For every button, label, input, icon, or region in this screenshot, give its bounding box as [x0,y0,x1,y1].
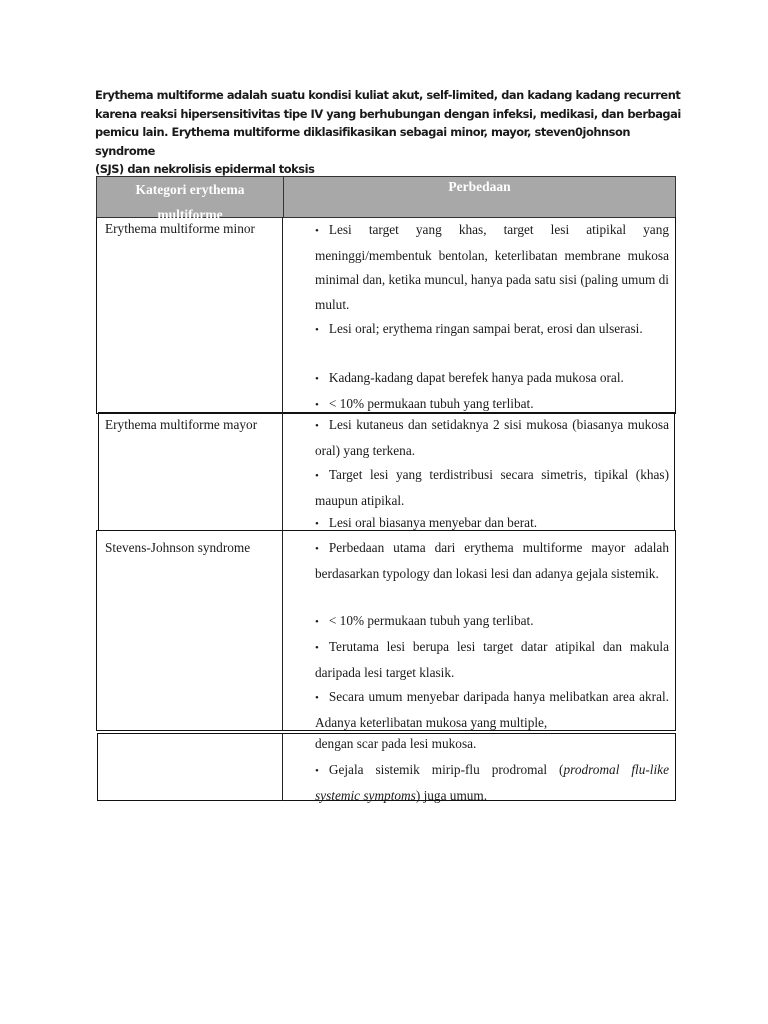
bullet-text: Gejala sistemik mirip-flu prodromal ( [328,762,564,777]
bullet-icon: • [315,225,319,237]
bullet-icon: • [315,543,319,555]
category-sjs: Stevens-Johnson syndrome [105,540,251,555]
table-header [96,176,676,222]
column-divider [282,412,283,531]
bullet-text: ) juga umum. [415,787,488,803]
bullet-icon: • [315,373,319,385]
minor-bullet-2 [315,317,669,343]
bullet-icon: • [315,399,319,411]
bullet-text: dengan scar pada lesi mukosa. [315,736,477,751]
column-divider [282,530,283,731]
bullet-icon: • [315,470,319,482]
bullet-text: < 10% permukaan tubuh yang terlibat. [328,613,534,628]
header-difference: Perbedaan [448,179,511,194]
category-mayor: Erythema multiforme mayor [105,417,258,432]
bullet-icon: • [315,692,319,704]
sjs-bullet-5 [315,758,669,808]
sjs-bullet-1 [315,536,669,586]
header-category-line1: Kategori erythema [135,182,245,197]
bullet-text: Lesi target yang khas, target lesi atipikal yang meninggi/membentuk bentolan, keterlibatan membrane mukosa minimal dan, ketika muncul, hanya pada satu sisi (paling umum di mulut. [315,222,669,312]
bullet-text: Target lesi yang terdistribusi secara simetris, tipikal (khas) maupun atipikal. [315,467,669,508]
bullet-icon: • [315,518,319,530]
sjs-bullet-4-continued [315,732,669,757]
column-divider [282,733,283,801]
column-divider [282,217,283,414]
mayor-bullet-2 [315,463,669,513]
bullet-italic-text: prodromal flu-like systemic symptoms [315,762,669,803]
bullet-text: Terutama lesi berupa lesi target datar atipikal dan makula daripada lesi target klasik. [315,639,669,680]
sjs-bullet-3 [315,635,669,685]
intro-paragraph: Erythema multiforme adalah suatu kondisi kuliat akut, self-limited, dan kadang kadang recurrent karena reaksi hipersensitivitas tipe IV yang berhubungan dengan infeksi, medikasi, dan berbagai pemicu lain. Erythema multiforme diklasifikasikan sebagai minor, mayor, steven0johnson syndrome (SJS) dan nekrolisis epidermal toksis [95,88,681,176]
sjs-bullet-4 [315,685,669,735]
bullet-text: Secara umum menyebar daripada hanya melibatkan area akral. Adanya keterlibatan mukosa yang multiple, [315,689,669,730]
mayor-bullet-1 [315,413,669,463]
bullet-text: Perbedaan utama dari erythema multiforme mayor adalah berdasarkan typology dan lokasi lesi dan adanya gejala sistemik. [315,540,669,581]
bullet-icon: • [315,420,319,432]
bullet-icon: • [315,642,319,654]
minor-bullet-1 [315,218,669,317]
header-category [97,177,284,222]
bullet-text: Lesi kutaneus dan setidaknya 2 sisi mukosa (biasanya mukosa oral) yang terkena. [315,417,669,458]
bullet-text: Kadang-kadang dapat berefek hanya pada mukosa oral. [328,370,624,385]
mayor-bullet-3 [315,511,669,537]
bullet-icon: • [315,324,319,336]
bullet-text: < 10% permukaan tubuh yang terlibat. [328,396,534,411]
header-category-line2: multiforme [157,207,223,222]
category-minor: Erythema multiforme minor [105,221,255,236]
bullet-icon: • [315,616,319,628]
bullet-icon: • [315,765,319,777]
minor-bullet-3 [315,366,669,392]
bullet-text: Lesi oral; erythema ringan sampai berat, erosi dan ulserasi. [328,321,643,336]
sjs-bullet-2 [315,609,669,635]
bullet-text: Lesi oral biasanya menyebar dan berat. [328,515,538,530]
